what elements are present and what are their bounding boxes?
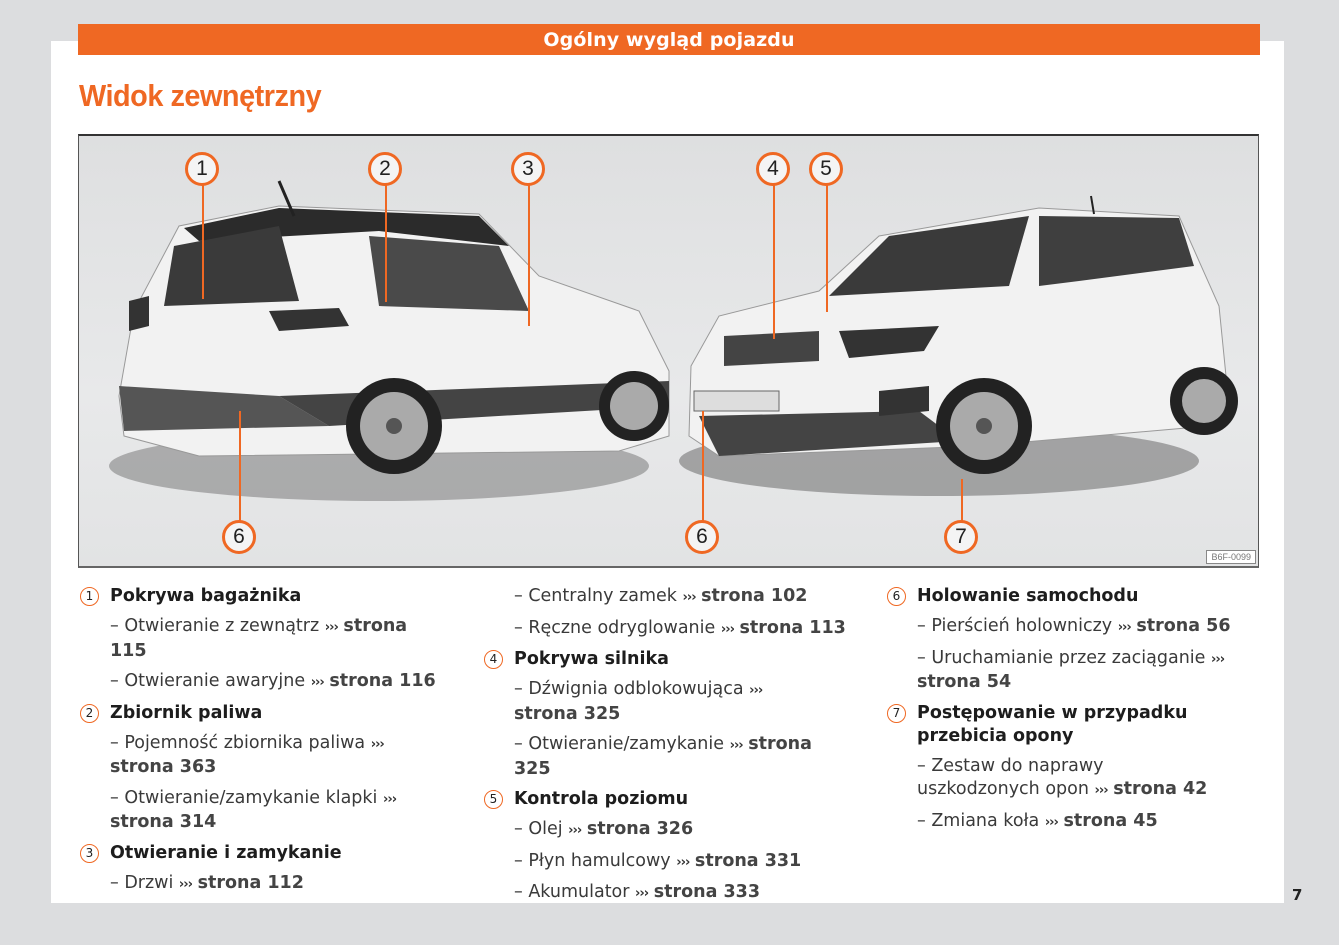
callout-leader-6b — [702, 411, 704, 521]
page-reference-link[interactable]: strona 326 — [586, 819, 694, 839]
arrow-icon: ››› — [676, 854, 690, 870]
sub-item: – Otwieranie/zamykanie ››› strona 325 — [514, 734, 812, 779]
arrow-icon: ››› — [1094, 783, 1108, 798]
sub-item: – Centralny zamek ››› strona 102 — [514, 586, 808, 606]
arrow-icon: ››› — [1044, 814, 1058, 830]
rear-view-car — [109, 181, 669, 501]
arrow-icon: ››› — [635, 886, 649, 901]
item-title: Postępowanie w przypadku przebicia opony — [917, 702, 1188, 746]
sub-item: – Dźwignia odblokowująca ››› strona 325 — [514, 679, 763, 724]
page-reference-link[interactable]: strona 102 — [701, 586, 808, 606]
sub-item: – Ręczne odryglowanie ››› strona 113 — [514, 617, 846, 638]
legend-item-2 — [80, 702, 440, 725]
arrow-icon: ››› — [370, 736, 384, 752]
callout-7: 7 — [944, 520, 978, 554]
callout-leader-2 — [385, 184, 387, 302]
sub-item: – Zmiana koła ››› strona 45 — [917, 810, 1158, 831]
callout-6-rear: 6 — [222, 520, 256, 554]
arrow-icon: ››› — [720, 621, 734, 637]
page-reference-link[interactable]: strona 333 — [653, 882, 761, 902]
sub-item: – Pojemność zbiornika paliwa ››› strona 363 — [110, 732, 384, 777]
car-illustration-graphic — [79, 136, 1259, 568]
number-badge: 6 — [887, 587, 906, 606]
page-reference-link[interactable]: strona 54 — [917, 672, 1012, 692]
front-view-car — [679, 196, 1238, 496]
arrow-icon: ››› — [568, 823, 582, 838]
legend-item-1 — [80, 585, 440, 608]
legend-column-2 — [484, 585, 854, 913]
callout-leader-4 — [773, 184, 775, 339]
arrow-icon: ››› — [1211, 651, 1225, 667]
arrow-icon: ››› — [682, 590, 696, 605]
page-reference-link[interactable]: strona 45 — [1063, 810, 1158, 831]
section-title: Ogólny wygląd pojazdu — [543, 28, 795, 51]
legend-item-4 — [484, 648, 854, 671]
number-badge: 5 — [484, 790, 503, 809]
page-title: Widok zewnętrzny — [79, 78, 322, 113]
sub-item: – Zestaw do naprawy uszkodzonych opon ››› strona 42 — [917, 755, 1208, 799]
number-badge: 2 — [80, 704, 99, 723]
page-reference-link[interactable]: strona 363 — [110, 757, 217, 777]
legend-item-7 — [887, 702, 1257, 748]
page-reference-link[interactable]: strona 325 — [514, 734, 812, 779]
page-reference-link[interactable]: strona 314 — [110, 812, 217, 832]
arrow-icon: ››› — [729, 738, 743, 753]
legend-item-3 — [80, 842, 440, 865]
page-reference-link[interactable]: strona 115 — [110, 616, 408, 661]
arrow-icon: ››› — [310, 675, 324, 690]
callout-4: 4 — [756, 152, 790, 186]
arrow-icon: ››› — [749, 683, 763, 698]
number-badge: 4 — [484, 650, 503, 669]
number-badge: 1 — [80, 587, 99, 606]
sub-item: – Otwieranie awaryjne ››› strona 116 — [110, 671, 436, 691]
item-title: Zbiornik paliwa — [110, 702, 263, 723]
callout-5: 5 — [809, 152, 843, 186]
page-reference-link[interactable]: strona 113 — [739, 617, 846, 638]
page-reference-link[interactable]: strona 331 — [694, 850, 802, 871]
arrow-icon: ››› — [1117, 620, 1131, 635]
sub-item: – Pierścień holowniczy ››› strona 56 — [917, 616, 1231, 636]
sub-item: – Płyn hamulcowy ››› strona 331 — [514, 850, 802, 871]
sub-item: – Uruchamianie przez zaciąganie ››› strona 54 — [917, 647, 1225, 692]
page-reference-link[interactable]: strona 112 — [197, 872, 304, 893]
legend-column-1 — [80, 585, 440, 903]
arrow-icon: ››› — [178, 876, 192, 892]
page-reference-link[interactable]: strona 56 — [1136, 616, 1231, 636]
sub-item: – Akumulator ››› strona 333 — [514, 882, 761, 902]
item-title: Holowanie samochodu — [917, 586, 1139, 606]
callout-2: 2 — [368, 152, 402, 186]
sub-item: – Otwieranie z zewnątrz ››› strona 115 — [110, 616, 408, 661]
sub-item: – Drzwi ››› strona 112 — [110, 872, 304, 893]
legend-column-3 — [887, 585, 1267, 841]
vehicle-illustration — [78, 134, 1259, 568]
callout-leader-3 — [528, 184, 530, 326]
callout-3: 3 — [511, 152, 545, 186]
callout-leader-6a — [239, 411, 241, 521]
figure-code: B6F-0099 — [1206, 550, 1256, 564]
number-badge: 3 — [80, 844, 99, 863]
number-badge: 7 — [887, 704, 906, 723]
callout-6-front: 6 — [685, 520, 719, 554]
page-reference-link[interactable]: strona 325 — [514, 703, 621, 724]
sub-item: – Olej ››› strona 326 — [514, 819, 694, 839]
callout-leader-5 — [826, 184, 828, 312]
legend-item-5 — [484, 788, 854, 811]
arrow-icon: ››› — [324, 620, 338, 635]
page-number: 7 — [1292, 886, 1303, 904]
page-reference-link[interactable]: strona 116 — [329, 671, 436, 691]
legend-item-6 — [887, 585, 1267, 608]
callout-leader-1 — [202, 184, 204, 299]
arrow-icon: ››› — [382, 791, 397, 807]
item-title: Pokrywa silnika — [514, 649, 669, 669]
item-title: Kontrola poziomu — [514, 789, 689, 809]
callout-1: 1 — [185, 152, 219, 186]
section-header — [78, 24, 1260, 55]
item-title: Pokrywa bagażnika — [110, 586, 302, 606]
callout-leader-7 — [961, 479, 963, 521]
item-title: Otwieranie i zamykanie — [110, 842, 342, 863]
sub-item: – Otwieranie/zamykanie klapki ››› strona 314 — [110, 787, 397, 832]
page-reference-link[interactable]: strona 42 — [1113, 779, 1208, 799]
